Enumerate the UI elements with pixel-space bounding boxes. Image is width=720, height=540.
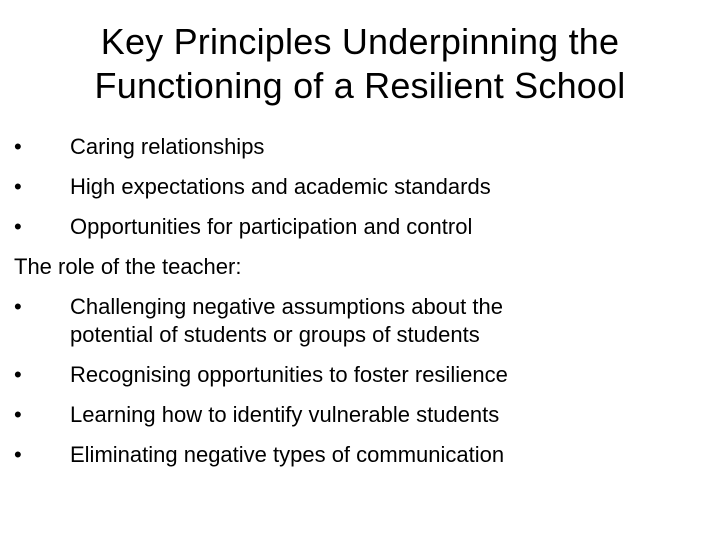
slide-title-line-2: Functioning of a Resilient School: [94, 65, 626, 106]
list-item-text: Challenging negative assumptions about the: [70, 294, 503, 319]
list-item: [14, 133, 706, 161]
list-item-text: Recognising opportunities to foster resilience: [70, 362, 508, 387]
list-item: [14, 401, 706, 429]
list-item: [14, 441, 706, 469]
bullet-icon: •: [14, 442, 22, 467]
slide-title-line-1: Key Principles Underpinning the: [100, 21, 620, 62]
subheading: The role of the teacher:: [14, 254, 242, 279]
list-item: [14, 173, 706, 201]
list-item: [14, 213, 706, 241]
bullet-icon: •: [14, 214, 22, 239]
bullet-icon: •: [14, 402, 22, 427]
list-item-text: Opportunities for participation and control: [70, 214, 473, 239]
list-item-text: Eliminating negative types of communication: [70, 442, 505, 467]
bullet-icon: •: [14, 294, 22, 319]
list-item-continuation: potential of students or groups of students: [70, 322, 480, 347]
bullet-icon: •: [14, 362, 22, 387]
list-item-text: Caring relationships: [70, 134, 265, 159]
slide-body: [14, 133, 706, 481]
list-item-text: Learning how to identify vulnerable students: [70, 402, 500, 427]
list-item: [14, 293, 706, 321]
bullet-icon: •: [14, 174, 22, 199]
bullet-icon: •: [14, 134, 22, 159]
list-item-text: High expectations and academic standards: [70, 174, 491, 199]
slide-title: [36, 20, 684, 108]
list-item: [14, 361, 706, 389]
